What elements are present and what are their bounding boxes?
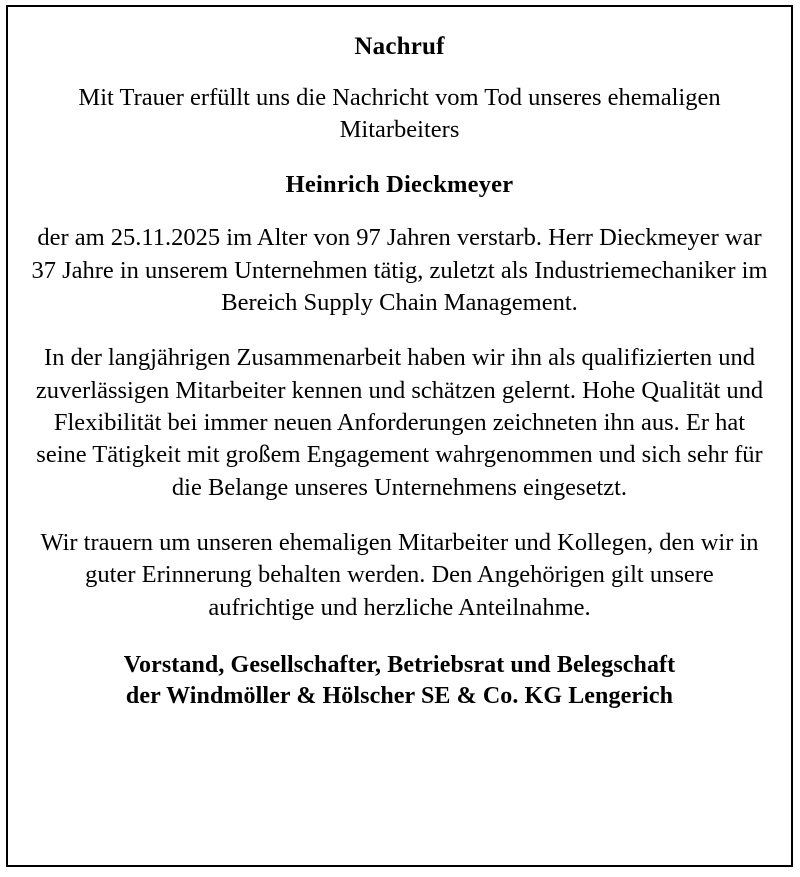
signature-line-company: der Windmöller & Hölscher SE & Co. KG Lengerich xyxy=(125,683,674,710)
notice-paragraph-service-details: der am 25.11.2025 im Alter von 97 Jahren verstarb. Herr Dieckmeyer war 37 Jahre in unserem Unternehmen tätig, zuletzt als Industriemechaniker im Bereich Supply Chain Management. xyxy=(31,224,768,316)
deceased-name: Heinrich Dieckmeyer xyxy=(285,170,514,198)
notice-intro-text: Mit Trauer erfüllt uns die Nachricht vom Tod unseres ehemaligen Mitarbeiters xyxy=(78,84,721,143)
notice-signature-block xyxy=(124,650,676,712)
notice-paragraph-appreciation: In der langjährigen Zusammenarbeit haben wir ihn als qualifizierten und zuverlässigen Mitarbeiter kennen und schätzen gelernt. Hohe Qualität und Flexibilität bei immer neuen Anforderungen zeichneten ihn aus. Er hat seine Tätigkeit mit großem Engagement wahrgenommen und sich sehr für die Belange unseres Unternehmens eingesetzt. xyxy=(35,344,764,501)
notice-paragraph-condolence: Wir trauern um unseren ehemaligen Mitarbeiter und Kollegen, den wir in guter Erinnerung behalten werden. Den Angehörigen gilt unsere aufrichtige und herzliche Anteilnahme. xyxy=(40,528,759,621)
obituary-notice xyxy=(6,5,793,867)
signature-line-roles: Vorstand, Gesellschafter, Betriebsrat und Belegschaft xyxy=(123,651,676,678)
notice-title: Nachruf xyxy=(354,33,445,60)
